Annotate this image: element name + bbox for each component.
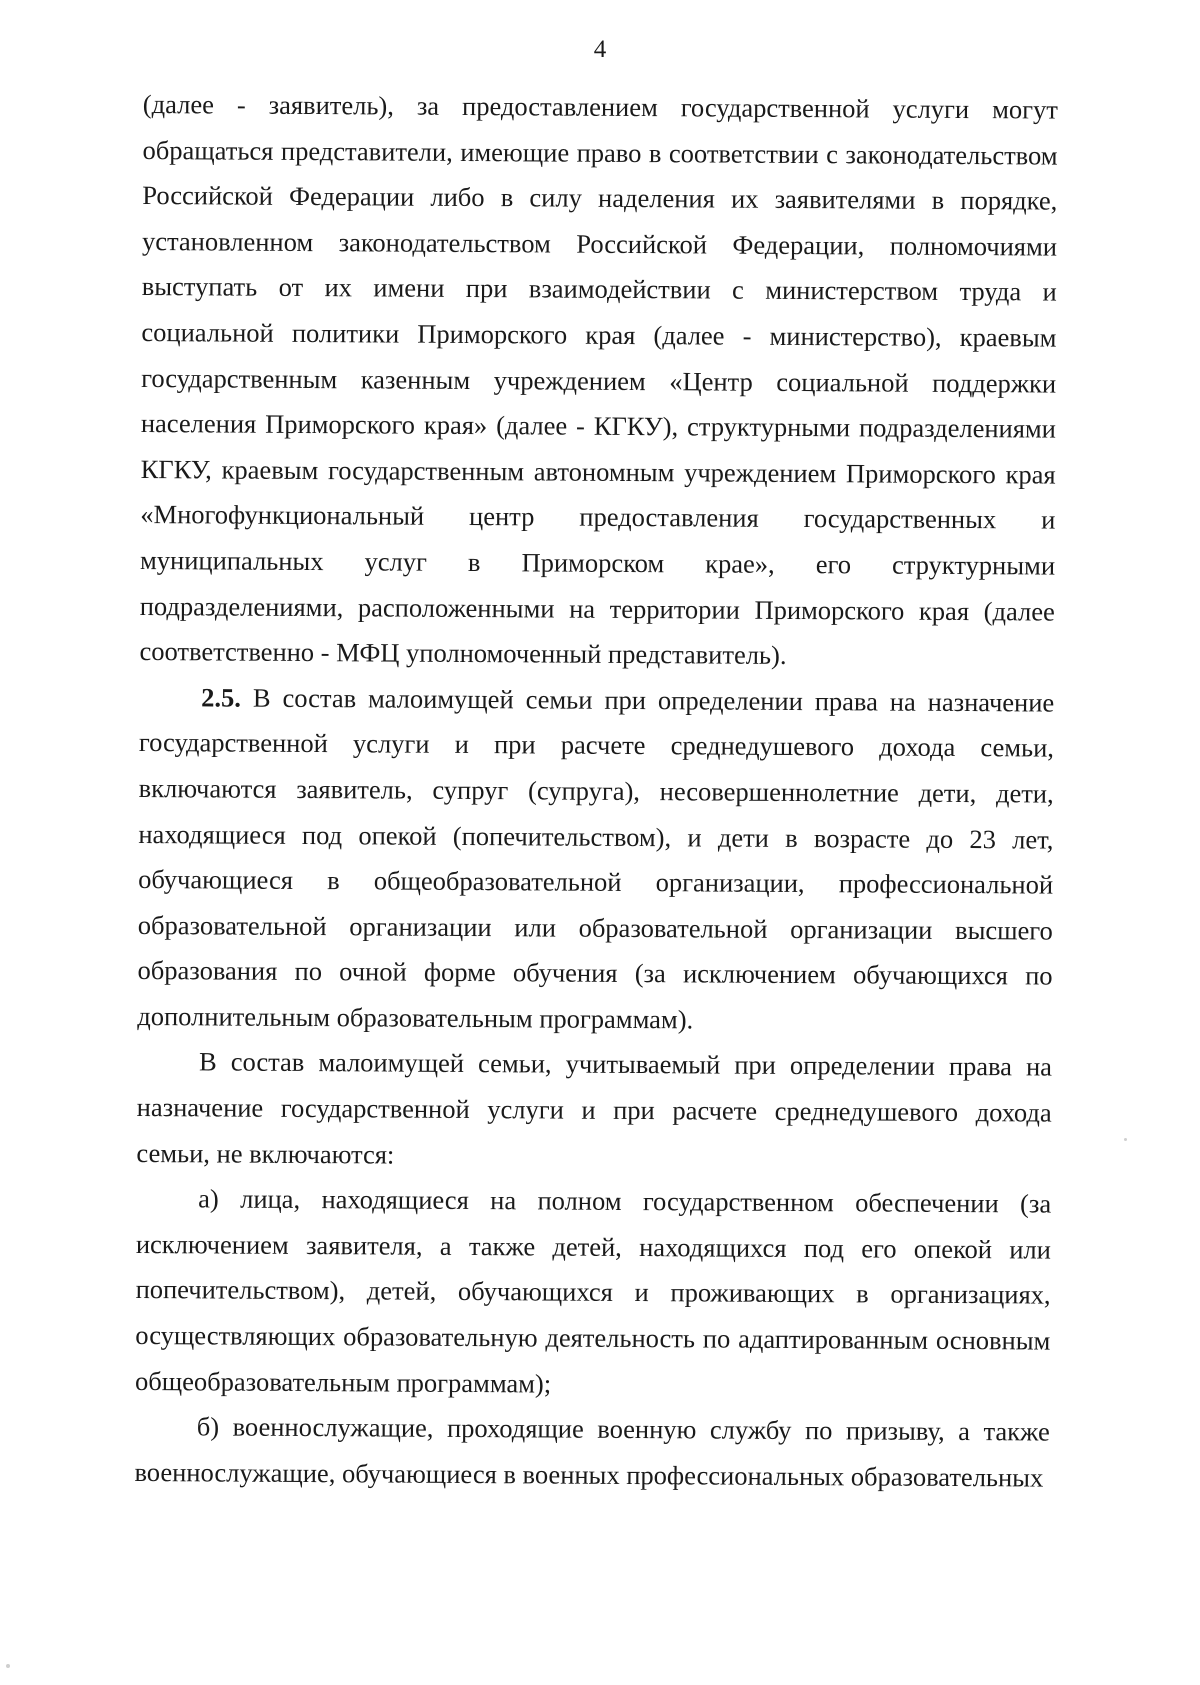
paragraph-text: а) лица, находящиеся на полном государственном обеспечении (за исключением заявителя, а также детей, находящихся под его опекой или попечительством), детей, обучающихся и проживающих в организациях, осуществляющих образовательную деятельность по адаптированным основным общеобразовательным программам);: [134, 1183, 1052, 1399]
paragraph-item-a: [135, 1176, 1051, 1410]
paragraph-section-2-5: [137, 675, 1054, 1045]
paragraph-text: (далее - заявитель), за предоставлением государственной услуги могут обращаться представители, имеющие право в соответствии с законодательством Российской Федерации либо в силу наделения их заявителями в порядке, установленном законодательством Российской Федерации, полномочиями выступать от их имени при взаимодействии с министерством труда и социальной политики Приморского края (далее - министерство), краевым государственным казенным учреждением «Центр социальной поддержки населения Приморского края» (далее - КГКУ), структурными подразделениями КГКУ, краевым государственным автономным учреждением Приморского края «Многофункциональный центр предоставления государственных и муниципальных услуг в Приморском крае», его структурными подразделениями, расположенными на территории Приморского края (далее соответственно - МФЦ уполномоченный представитель).: [139, 88, 1058, 671]
paragraph-item-b: [134, 1404, 1050, 1501]
document-body: [134, 82, 1058, 1501]
paragraph-text: б) военнослужащие, проходящие военную службу по призыву, а также военнослужащие, обучающиеся в военных профессиональных образовательных: [134, 1411, 1050, 1493]
paragraph-text: В состав малоимущей семьи при определении права на назначение государственной услуги и при расчете среднедушевого дохода семьи, включаются заявитель, супруг (супруга), несовершеннолетние дети, дети, находящиеся под опекой (попечительством), и дети в возрасте до 23 лет, обучающиеся в общеобразовательной организации, профессиональной образовательной организации или образовательной организации высшего образования по очной форме обучения (за исключением обучающихся по дополнительным образовательным программам).: [137, 682, 1055, 1035]
paragraph-not-included-intro: [136, 1039, 1052, 1181]
paragraph-continuation: [139, 82, 1058, 680]
section-number: 2.5.: [201, 682, 242, 713]
paragraph-text: В состав малоимущей семьи, учитываемый при определении права на назначение государственной услуги и при расчете среднедушевого дохода семьи, не включаются:: [136, 1046, 1053, 1170]
page-number: 4: [593, 36, 607, 63]
scan-speck: [1124, 1138, 1127, 1141]
scan-speck: [6, 1664, 10, 1668]
